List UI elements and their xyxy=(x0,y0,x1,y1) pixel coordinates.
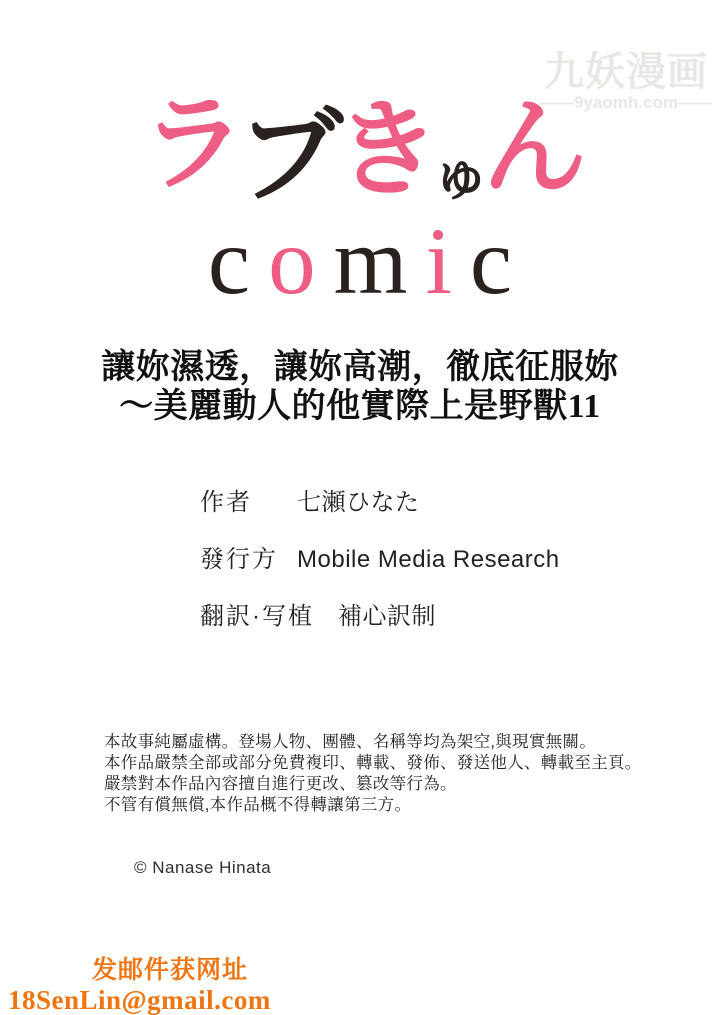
watermark-site-url: ——9yaomh.com—— xyxy=(540,93,712,112)
contact-note: 发邮件获网址 xyxy=(92,957,249,984)
disclaimer-line: 不管有償無償,本作品概不得轉讓第三方。 xyxy=(104,796,412,814)
volume-title-line1: 讓妳濕透，讓妳高潮，徹底征服妳 xyxy=(101,349,619,386)
disclaimer-line: 本作品嚴禁全部或部分免費複印、轉載、發佈、發送他人、轉載至主頁。 xyxy=(104,754,642,772)
logo-word-letter: i xyxy=(425,207,470,314)
credit-value: 補心訳制 xyxy=(338,603,436,630)
copyright-notice: © Nanase Hinata xyxy=(134,858,272,877)
logo-kana-text xyxy=(0,83,720,217)
logo-kana-char: ブ xyxy=(237,95,335,217)
contact-email: 18SenLin@gmail.com xyxy=(8,985,271,1015)
credit-value: 七瀬ひなた xyxy=(297,489,420,516)
logo-word-letter: o xyxy=(268,207,334,314)
credit-row-translation xyxy=(200,604,560,629)
credits-list xyxy=(200,490,560,661)
logo-kana-char: ゅ xyxy=(432,140,483,208)
credit-label: 作者 xyxy=(200,489,252,516)
watermark-site-name: 九妖漫画 xyxy=(544,50,709,94)
volume-title-line2: ～美麗動人的他實際上是野獸11 xyxy=(119,388,601,425)
logo-comic-text xyxy=(0,207,720,314)
uploader-contact xyxy=(8,958,271,1014)
logo-word-letter: c xyxy=(207,207,269,314)
volume-title xyxy=(0,348,720,426)
logo-word-letter: m xyxy=(333,207,426,314)
disclaimer-line: 嚴禁對本作品內容擅自進行更改、篡改等行為。 xyxy=(104,775,457,793)
credit-label: 翻訳·写植 xyxy=(200,603,314,630)
credit-row-author xyxy=(200,490,560,515)
disclaimer-line: 本故事純屬虛構。登場人物、團體、名稱等均為架空,與現實無關。 xyxy=(104,733,597,751)
legal-disclaimer xyxy=(104,732,680,816)
publisher-logo xyxy=(0,83,720,314)
credit-row-publisher xyxy=(200,547,560,572)
logo-kana-char: き xyxy=(334,89,432,211)
logo-kana-char: ラ xyxy=(140,83,238,205)
credit-value: Mobile Media Research xyxy=(297,546,560,573)
logo-word-letter: c xyxy=(469,207,531,314)
credit-label: 發行方 xyxy=(200,546,278,573)
logo-kana-char: ん xyxy=(482,87,580,209)
